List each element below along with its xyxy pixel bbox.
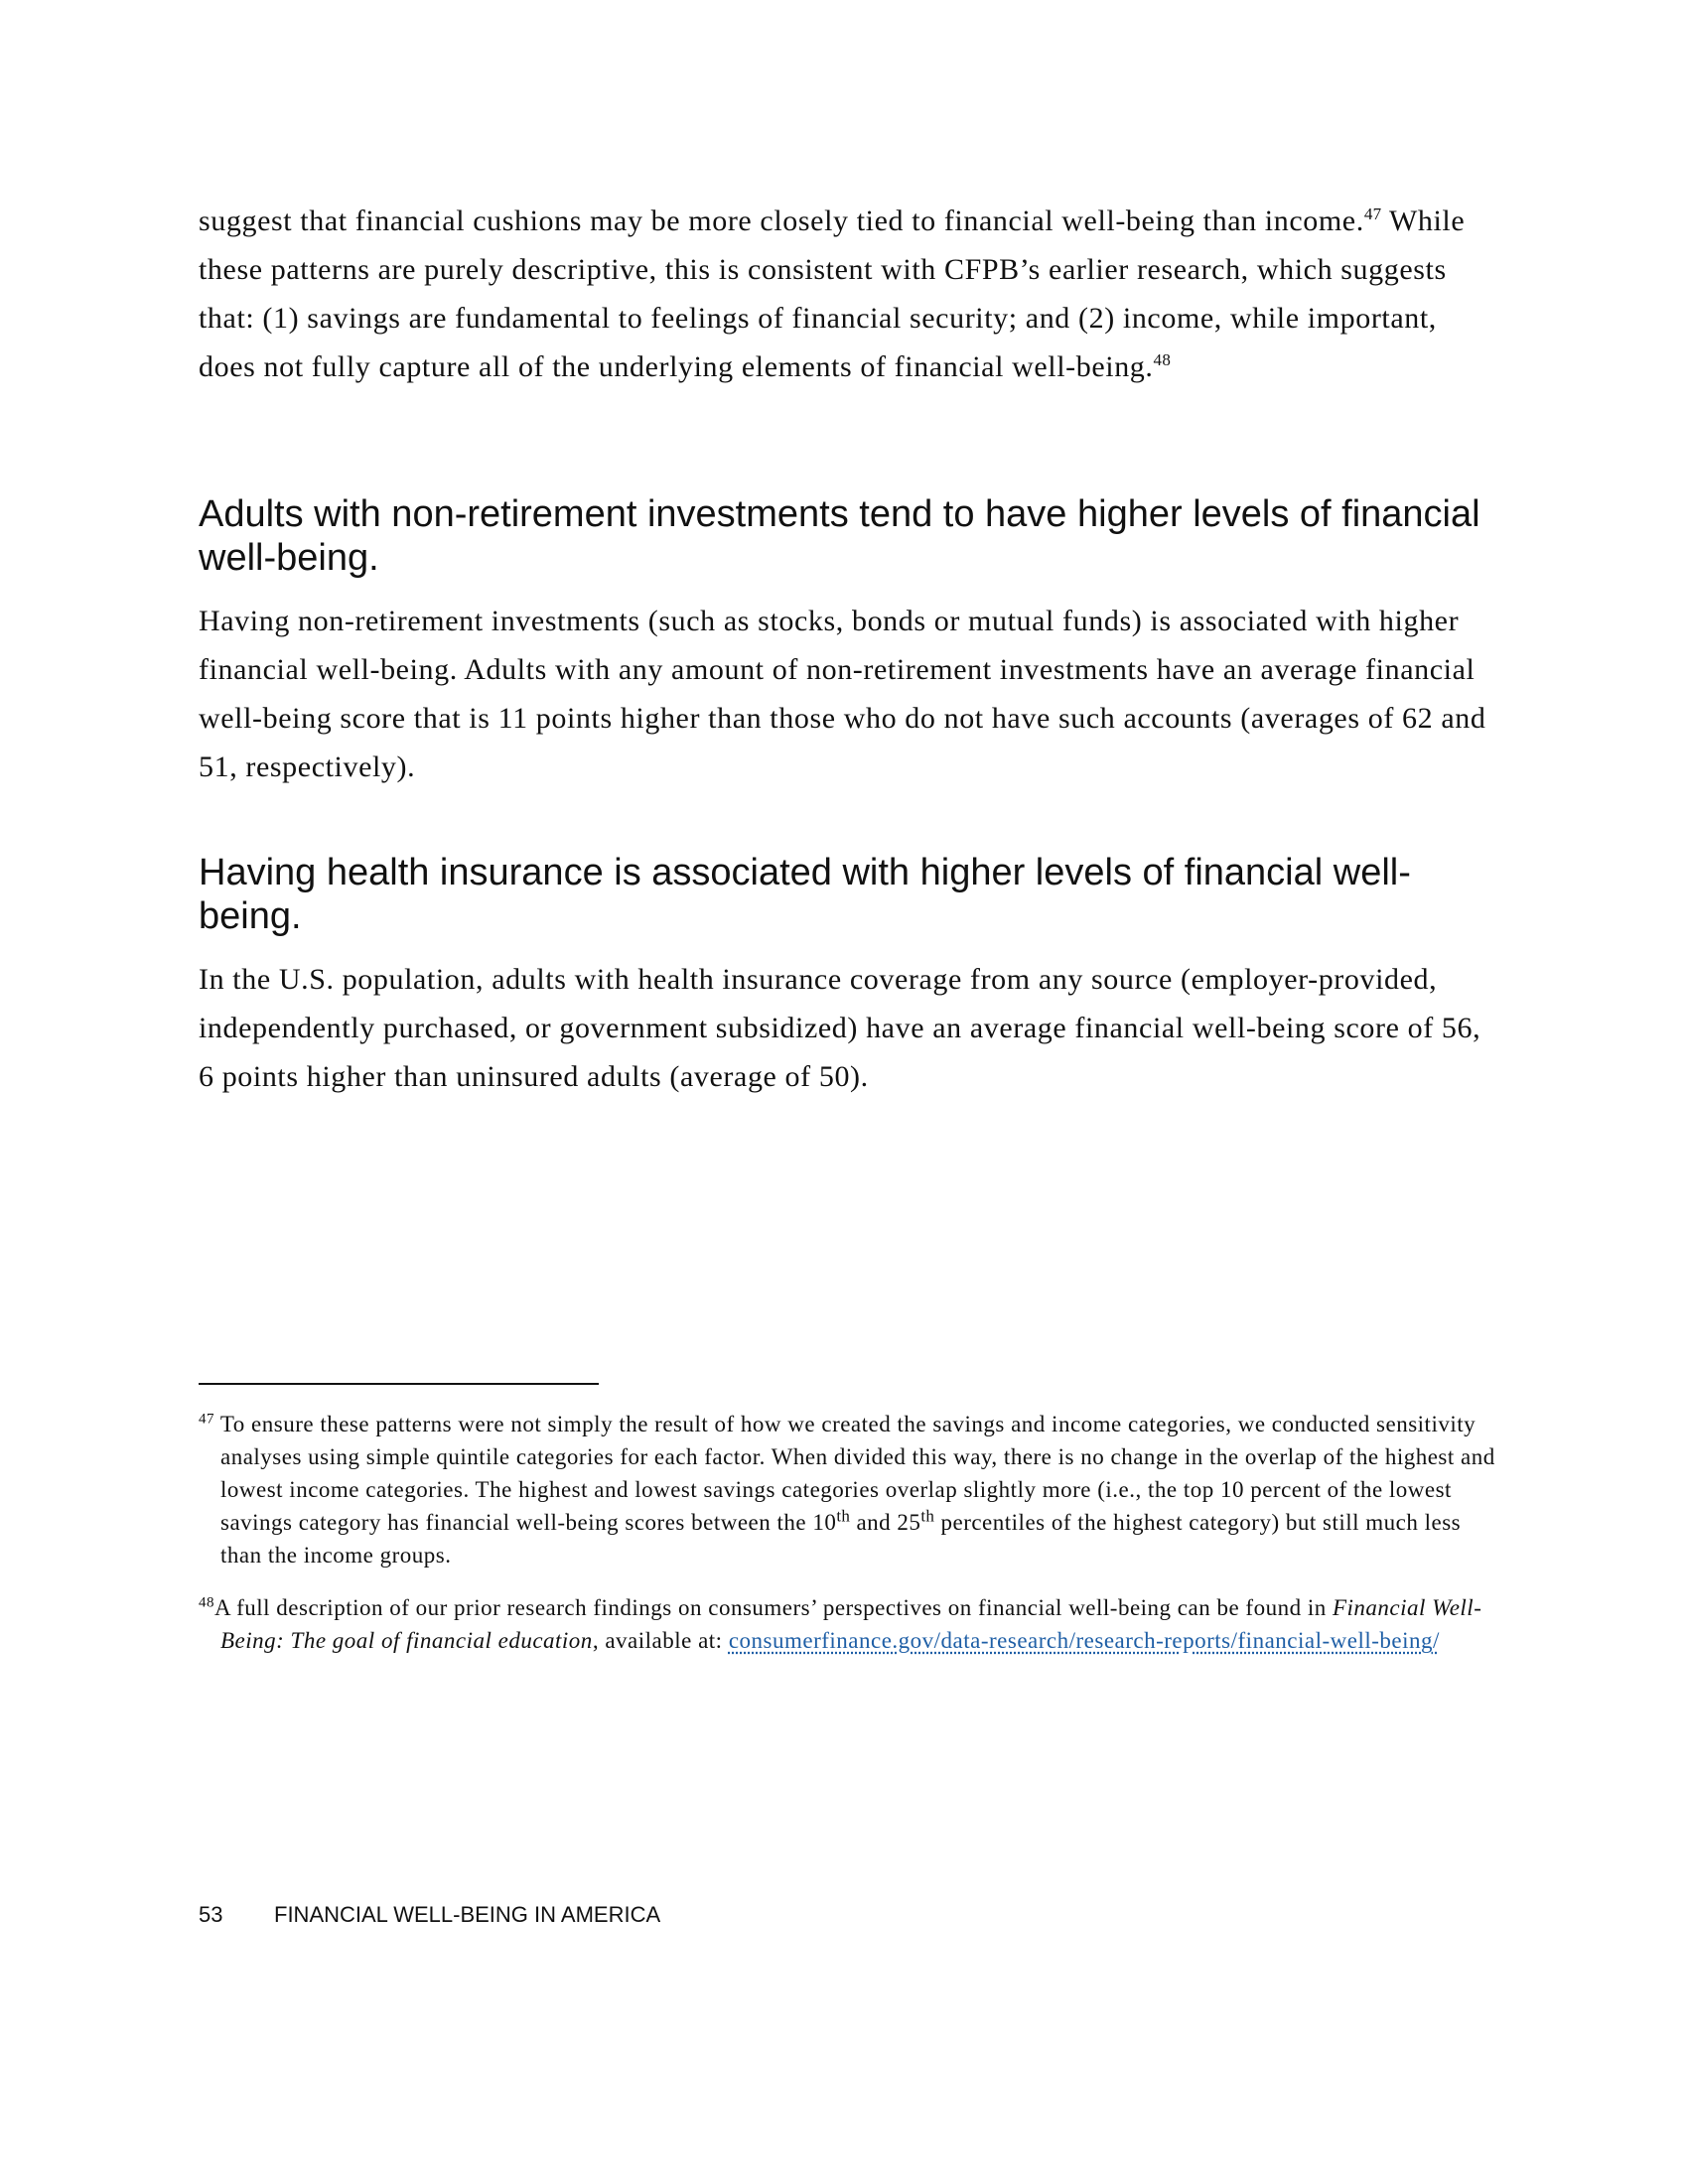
footnote-48-text-a: A full description of our prior research findings on consumers’ perspectives on financial well-being can be found in	[214, 1595, 1333, 1620]
footnote-47-mark: 47	[199, 1411, 214, 1428]
footnote-ref-48[interactable]: 48	[1153, 350, 1172, 369]
footnote-ref-47[interactable]: 47	[1363, 205, 1382, 223]
intro-line1: suggest that financial cushions may be more closely tied to financial well-being than income.	[199, 205, 1364, 237]
investments-paragraph: Having non-retirement investments (such as stocks, bonds or mutual funds) is associated with higher financial well-being. Adults with any amount of non-retirement investments have an average financial well-being score that is 11 points higher than those who do not have such accounts (averages of 62 and 51, respectively).	[199, 605, 1486, 783]
footnote-47-text-c: percentiles of the highest category) but still much less than the income groups.	[220, 1510, 1462, 1568]
footnote-48-mark: 48	[199, 1594, 214, 1611]
investments-heading: Adults with non-retirement investments tend to have higher levels of financial well-being.	[199, 493, 1480, 579]
footnote-48-title: Financial Well-Being: The goal of financial education	[220, 1595, 1482, 1653]
footer-title: FINANCIAL WELL-BEING IN AMERICA	[274, 1902, 661, 1927]
footnote-48	[199, 1591, 1499, 1657]
intro-paragraph	[199, 197, 1489, 391]
footnote-48-link[interactable]: consumerfinance.gov/data-research/research-reports/financial-well-being/	[728, 1628, 1440, 1653]
page-number: 53	[199, 1902, 223, 1927]
intro-line2: While these patterns are purely descriptive, this is consistent with CFPB’s earlier research, which suggests that: (1) savings are fundamental to feelings of financial security; and (2) income, while important, does not fully capture all of the underlying elements of financial well-being.	[199, 205, 1466, 383]
footnote-divider	[199, 1383, 599, 1385]
insurance-paragraph: In the U.S. population, adults with health insurance coverage from any source (employer-provided, independently purchased, or government subsidized) have an average financial well-being score of 56, 6 points higher than uninsured adults (average of 50).	[199, 963, 1481, 1093]
footnote-47-text-b: and 25	[850, 1510, 921, 1535]
footnote-47-sup-b: th	[920, 1506, 935, 1526]
footnote-47-sup-a: th	[836, 1506, 851, 1526]
footnote-47	[199, 1408, 1499, 1571]
footnote-48-text-b: , available at:	[592, 1628, 729, 1653]
insurance-heading: Having health insurance is associated with higher levels of financial well-being.	[199, 852, 1411, 937]
footnote-47-text-a: To ensure these patterns were not simply the result of how we created the savings and income categories, we conducted sensitivity analyses using simple quintile categories for each factor. When divided this way, there is no change in the overlap of the highest and lowest income categories. The highest and lowest savings categories overlap slightly more (i.e., the top 10 percent of the lowest savings category has financial well-being scores between the 10	[219, 1412, 1495, 1535]
page-footer	[199, 1901, 660, 1929]
